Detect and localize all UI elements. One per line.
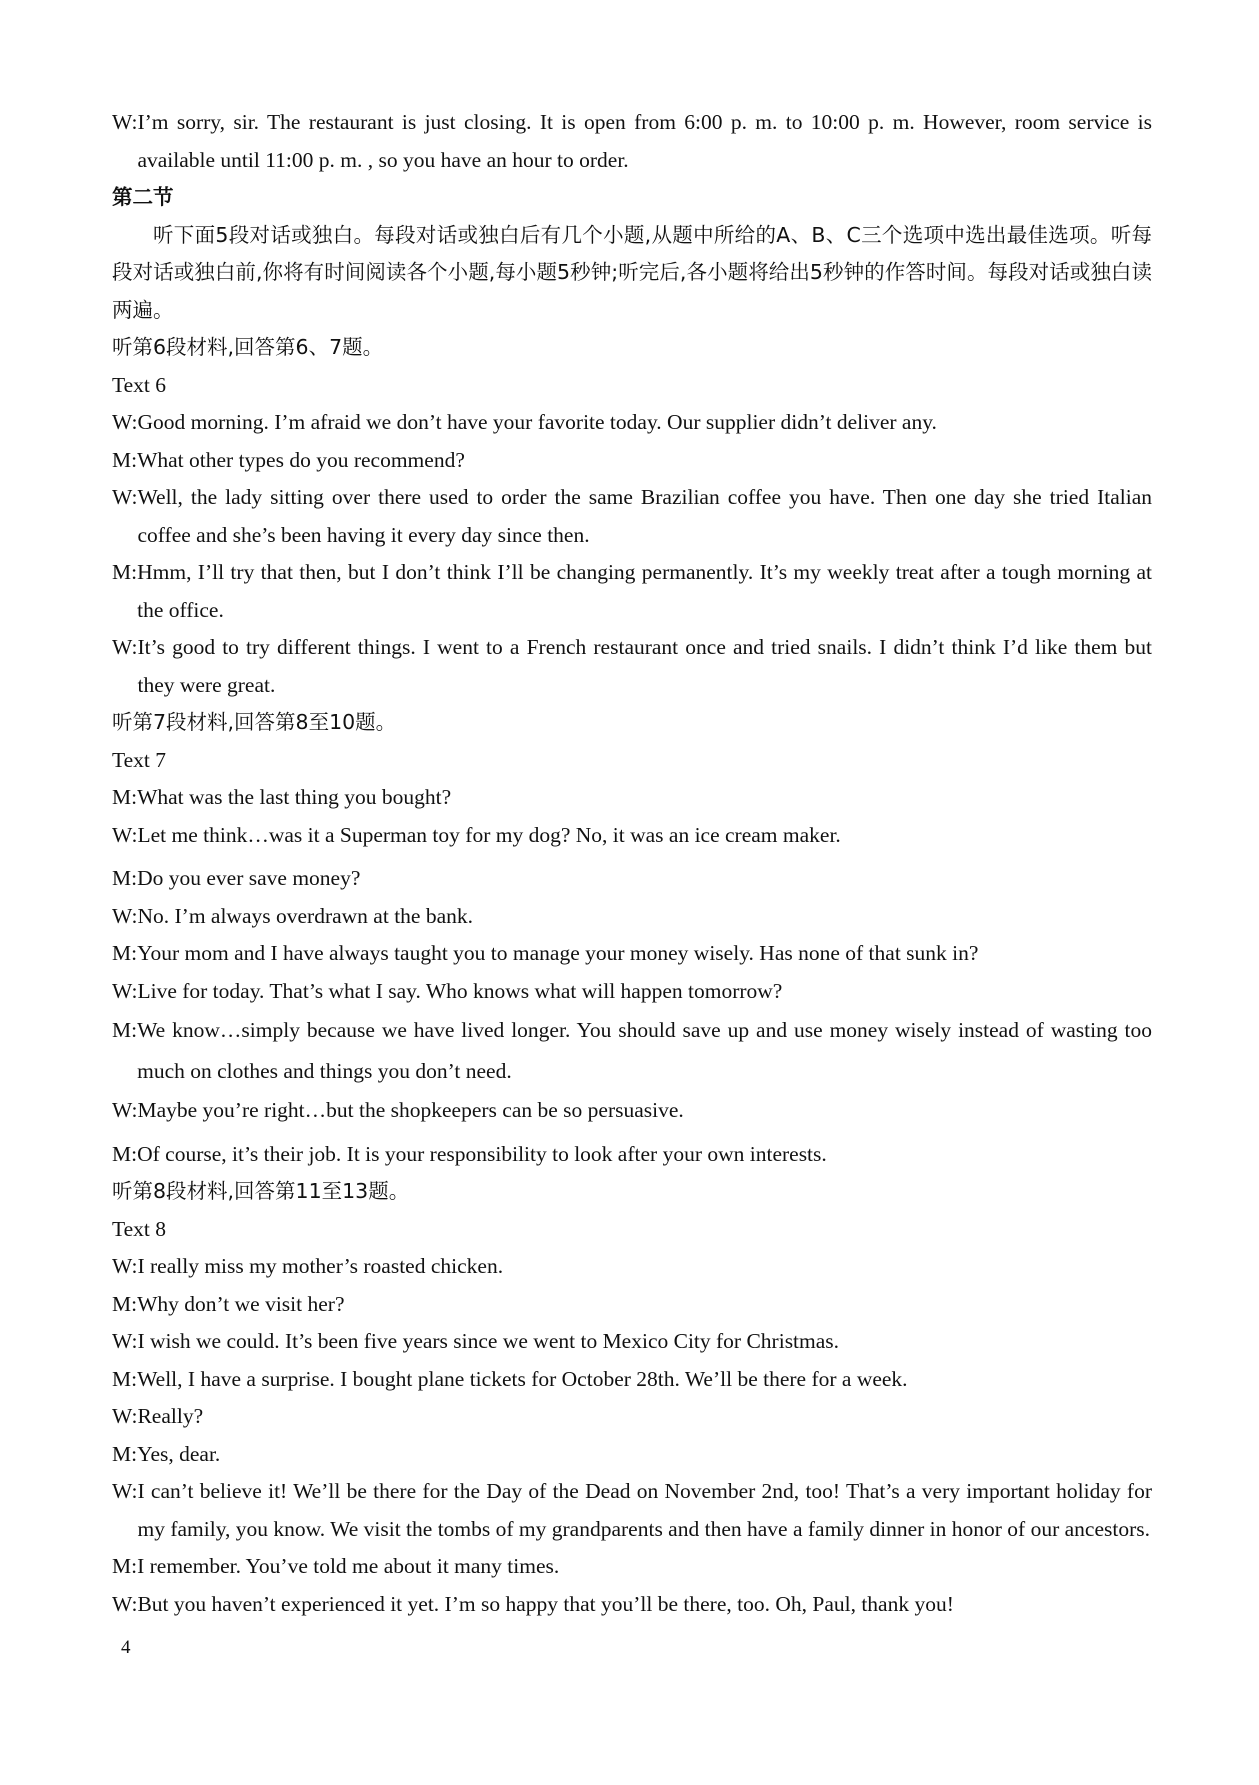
dialogue-text: Live for today. That’s what I say. Who knows what will happen tomorrow? bbox=[137, 978, 783, 1003]
dialogue-text: I really miss my mother’s roasted chicken. bbox=[137, 1254, 504, 1278]
text7-dialogue bbox=[112, 779, 1152, 1173]
text8-title: Text 8 bbox=[112, 1216, 167, 1241]
dialogue-line bbox=[112, 1010, 1152, 1092]
dialogue-text: Good morning. I’m afraid we don’t have your favorite today. Our supplier didn’t deliver any. bbox=[137, 410, 937, 434]
speaker-label: W: bbox=[112, 635, 138, 659]
dialogue-text: Really? bbox=[137, 1404, 204, 1428]
dialogue-text: Of course, it’s their job. It is your responsibility to look after your own interests. bbox=[137, 1141, 827, 1166]
speaker-label: M: bbox=[112, 1366, 138, 1391]
dialogue-line bbox=[112, 817, 1152, 855]
dialogue-line bbox=[112, 554, 1152, 629]
dialogue-text: I’m sorry, sir. The restaurant is just closing. It is open from 6:00 p. m. to 10:00 p. m. However, room service is available until 11:00 p. m. , so you have an hour to order. bbox=[137, 110, 1152, 172]
dialogue-text: What other types do you recommend? bbox=[137, 447, 465, 472]
dialogue-line bbox=[112, 1436, 1152, 1474]
text8-prompt: 听第8段材料,回答第11至13题。 bbox=[112, 1179, 410, 1203]
speaker-label: M: bbox=[112, 1291, 138, 1316]
document-page bbox=[112, 104, 1152, 1623]
dialogue-text: Well, the lady sitting over there used to order the same Brazilian coffee you have. Then one day she tried Italian coffee and she’s been having it every day since then. bbox=[137, 485, 1152, 547]
dialogue-line bbox=[112, 1286, 1152, 1324]
speaker-label: W: bbox=[112, 1479, 138, 1503]
speaker-label: W: bbox=[112, 485, 138, 509]
dialogue-text: But you haven’t experienced it yet. I’m so happy that you’ll be there, too. Oh, Paul, thank you! bbox=[137, 1591, 954, 1616]
instructions-paragraph: 听下面5段对话或独白。每段对话或独白后有几个小题,从题中所给的A、B、C三个选项中选出最佳选项。听每段对话或独白前,你将有时间阅读各个小题,每小题5秒钟;听完后,各小题将给出5秒钟的作答时间。每段对话或独白读两遍。 bbox=[112, 222, 1152, 322]
text7-title: Text 7 bbox=[112, 747, 167, 772]
speaker-label: M: bbox=[112, 785, 138, 809]
dialogue-text: Hmm, I’ll try that then, but I don’t think I’ll be changing permanently. It’s my weekly treat after a tough morning at the office. bbox=[137, 560, 1152, 622]
dialogue-line bbox=[112, 1361, 1152, 1399]
dialogue-line bbox=[112, 1548, 1152, 1586]
speaker-label: W: bbox=[112, 1254, 138, 1278]
dialogue-text: I remember. You’ve told me about it many times. bbox=[137, 1554, 560, 1578]
speaker-label: W: bbox=[112, 410, 138, 434]
dialogue-text: Maybe you’re right…but the shopkeepers can be so persuasive. bbox=[137, 1098, 684, 1122]
dialogue-text: No. I’m always overdrawn at the bank. bbox=[137, 903, 473, 928]
speaker-label: W: bbox=[112, 978, 138, 1003]
speaker-label: W: bbox=[112, 1404, 138, 1428]
speaker-label: M: bbox=[112, 1554, 138, 1578]
speaker-label: W: bbox=[112, 1591, 138, 1616]
dialogue-line bbox=[112, 898, 1152, 936]
speaker-label: W: bbox=[112, 1329, 138, 1353]
dialogue-line bbox=[112, 479, 1152, 554]
dialogue-text: I wish we could. It’s been five years since we went to Mexico City for Christmas. bbox=[137, 1329, 840, 1353]
text8-dialogue bbox=[112, 1248, 1152, 1623]
speaker-label: M: bbox=[112, 866, 138, 890]
speaker-label: W: bbox=[112, 822, 138, 847]
text6-dialogue bbox=[112, 404, 1152, 704]
dialogue-line bbox=[112, 1473, 1152, 1548]
speaker-label: M: bbox=[112, 941, 138, 965]
text7-prompt: 听第7段材料,回答第8至10题。 bbox=[112, 710, 397, 734]
dialogue-text: Do you ever save money? bbox=[137, 866, 361, 890]
dialogue-line bbox=[112, 1092, 1152, 1130]
dialogue-line bbox=[112, 860, 1152, 898]
section-title: 第二节 bbox=[112, 185, 174, 209]
dialogue-line bbox=[112, 404, 1152, 442]
dialogue-line bbox=[112, 1398, 1152, 1436]
dialogue-text: I can’t believe it! We’ll be there for the Day of the Dead on November 2nd, too! That’s a very important holiday for my family, you know. We visit the tombs of my grandparents and then have a family dinner in honor of our ancestors. bbox=[137, 1479, 1152, 1541]
speaker-label: M: bbox=[112, 1141, 138, 1166]
dialogue-text: Why don’t we visit her? bbox=[137, 1291, 345, 1316]
speaker-label: M: bbox=[112, 560, 138, 584]
speaker-label: M: bbox=[112, 1018, 138, 1042]
dialogue-text: Yes, dear. bbox=[137, 1441, 221, 1466]
dialogue-line bbox=[112, 935, 1152, 973]
page-number: 4 bbox=[121, 1637, 131, 1658]
dialogue-line bbox=[112, 779, 1152, 817]
dialogue-text: What was the last thing you bought? bbox=[137, 785, 452, 809]
dialogue-text: Let me think…was it a Superman toy for my dog? No, it was an ice cream maker. bbox=[137, 822, 841, 847]
dialogue-line bbox=[112, 1248, 1152, 1286]
dialogue-text: Your mom and I have always taught you to manage your money wisely. Has none of that sunk in? bbox=[137, 941, 979, 965]
dialogue-line bbox=[112, 104, 1152, 179]
dialogue-line bbox=[112, 629, 1152, 704]
dialogue-line bbox=[112, 442, 1152, 480]
dialogue-text: Well, I have a surprise. I bought plane tickets for October 28th. We’ll be there for a week. bbox=[137, 1366, 908, 1391]
speaker-label: W: bbox=[112, 1098, 138, 1122]
speaker-label: M: bbox=[112, 1441, 138, 1466]
text6-prompt: 听第6段材料,回答第6、7题。 bbox=[112, 335, 384, 359]
dialogue-text: We know…simply because we have lived longer. You should save up and use money wisely instead of wasting too much on clothes and things you don’t need. bbox=[137, 1018, 1152, 1083]
speaker-label: W: bbox=[112, 110, 138, 134]
text6-title: Text 6 bbox=[112, 372, 167, 397]
speaker-label: W: bbox=[112, 903, 138, 928]
dialogue-line bbox=[112, 1323, 1152, 1361]
dialogue-line bbox=[112, 973, 1152, 1011]
dialogue-line bbox=[112, 1136, 1152, 1174]
dialogue-line bbox=[112, 1586, 1152, 1624]
speaker-label: M: bbox=[112, 447, 138, 472]
dialogue-text: It’s good to try different things. I went to a French restaurant once and tried snails. I didn’t think I’d like them but they were great. bbox=[137, 635, 1152, 697]
